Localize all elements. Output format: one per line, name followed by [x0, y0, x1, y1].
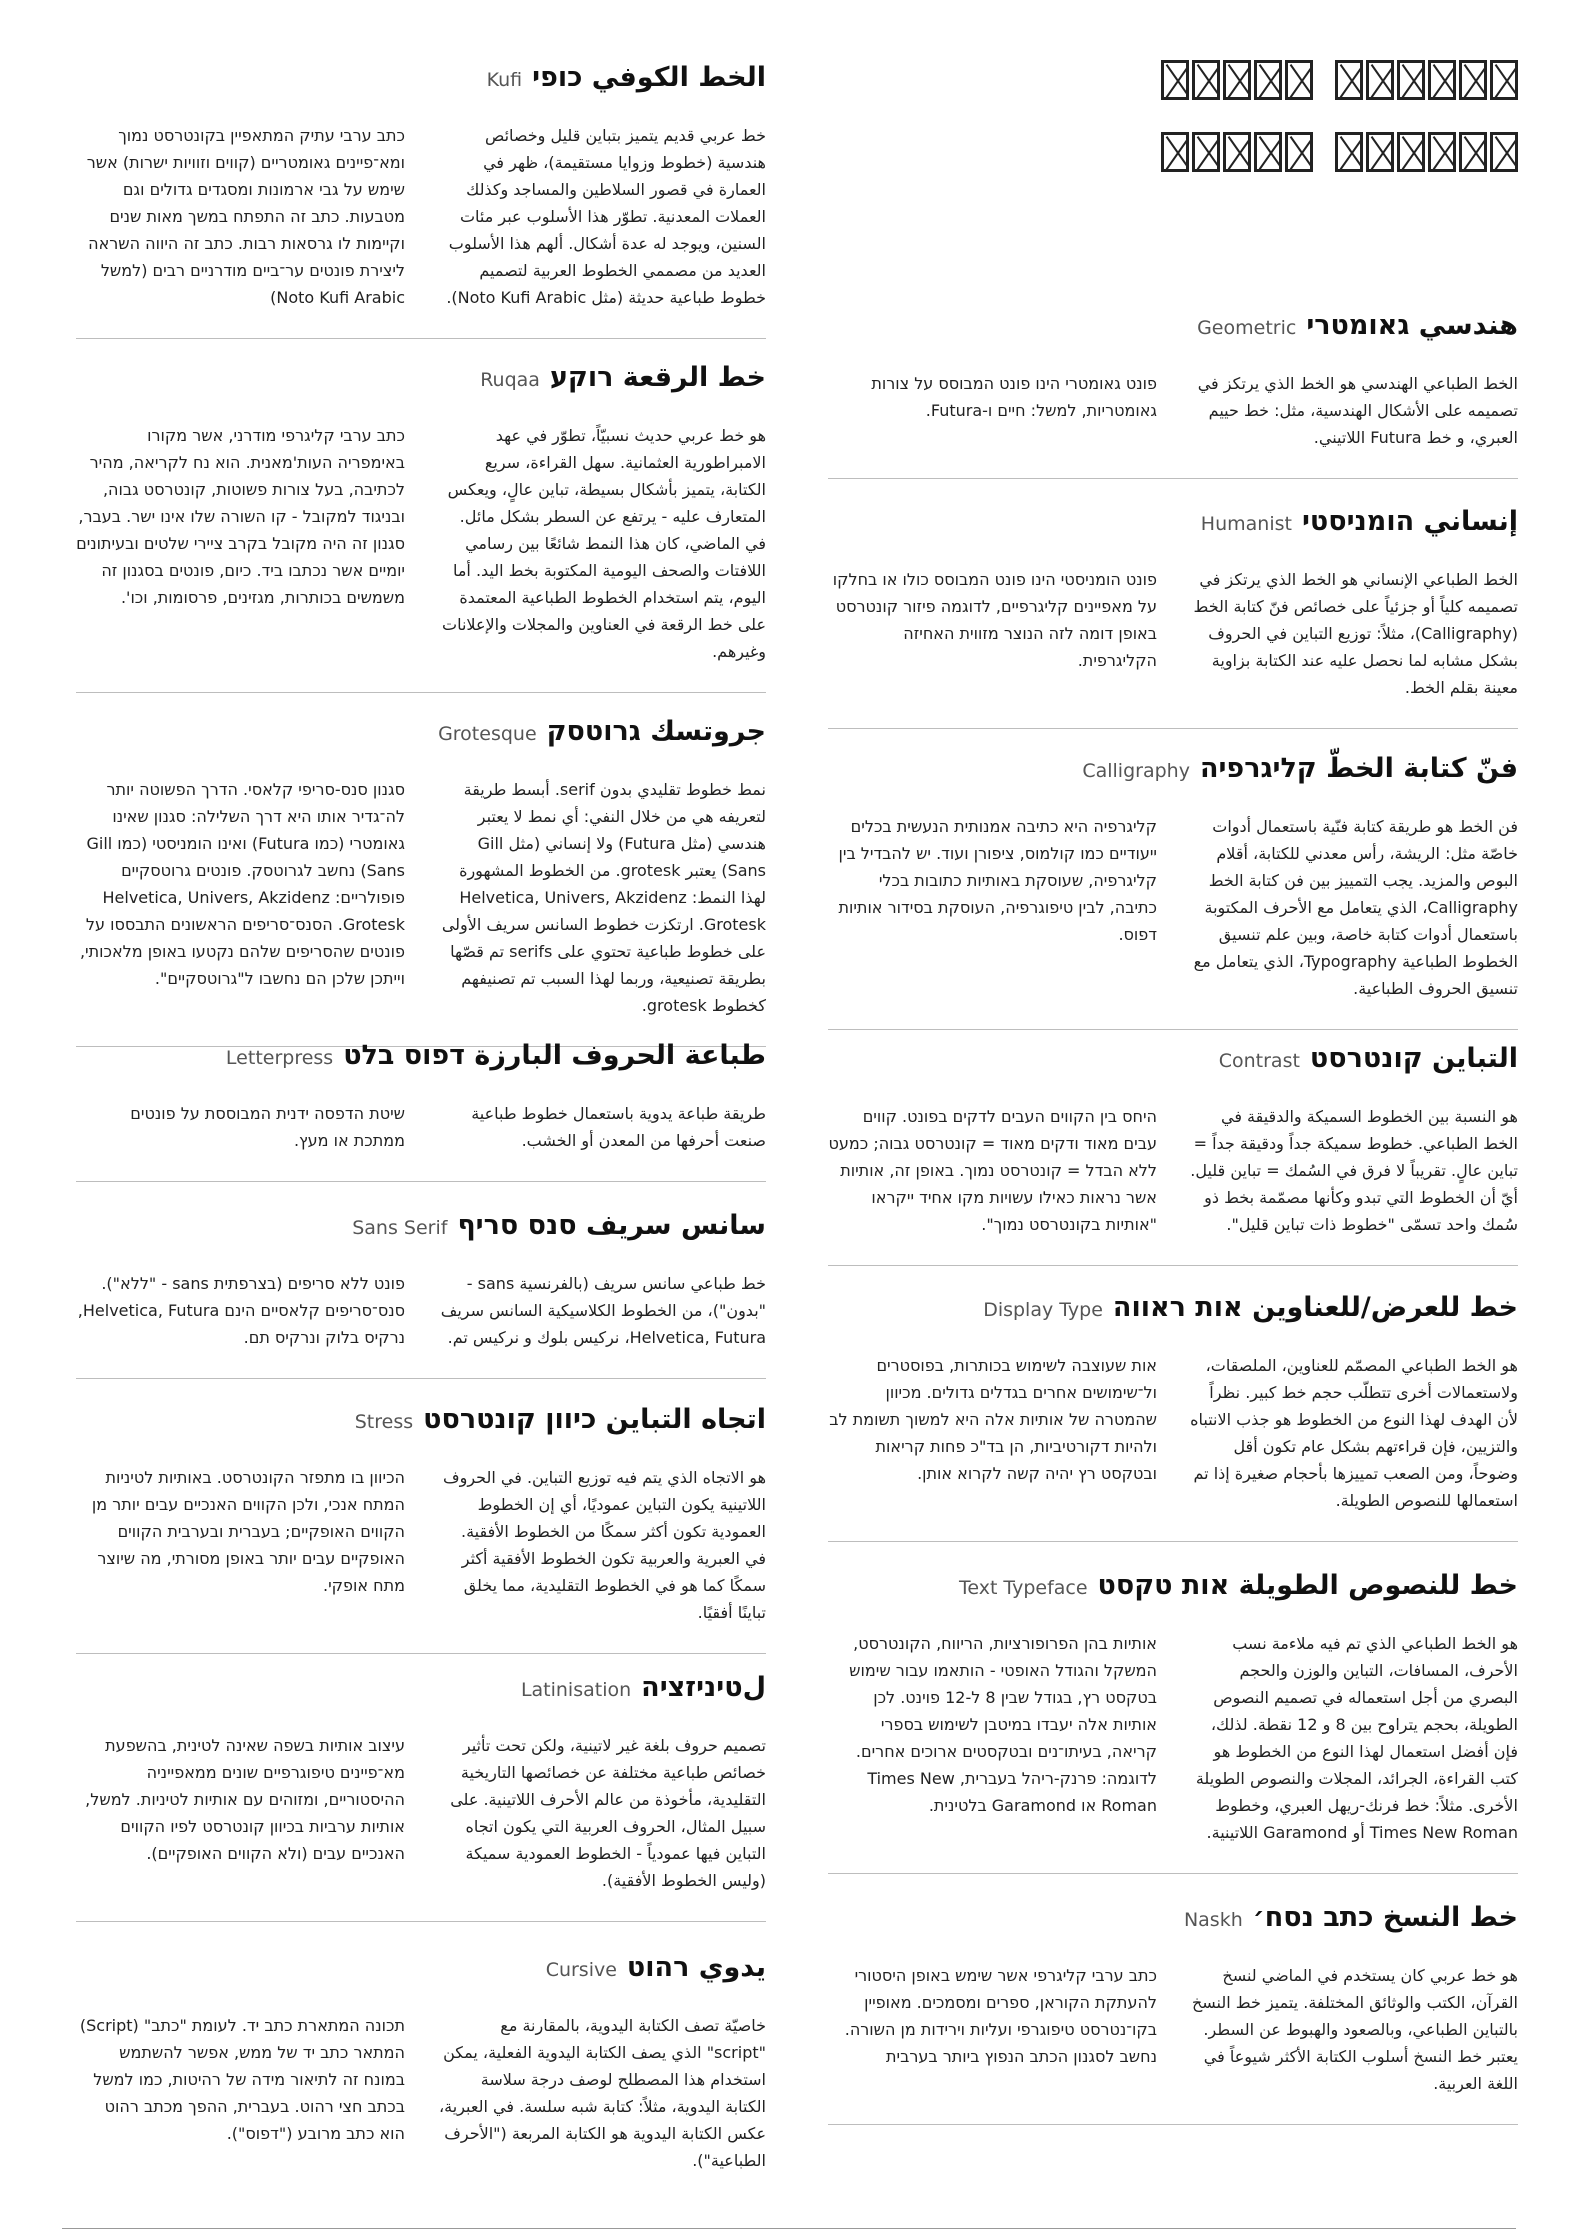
glossary-entry-grotesque: [76, 716, 766, 1019]
entry-hebrew-text: פונט ללא סריפים (בצרפתית sans - "ללא"). סנס־סריפים קלאסיים הינם Helvetica, Futura, נרקיס בלוק ונרקיס תם.: [77, 1274, 405, 1347]
entry-title: يدوي רהוט: [626, 1952, 766, 1983]
glossary-entry-kufi: [76, 62, 766, 311]
entry-title: هندسي גאומטרי: [1306, 310, 1518, 341]
entry-title: جروتسك גרוטסק: [546, 716, 766, 747]
glossary-entry-sans-serif: [76, 1210, 766, 1351]
glossary-entry-humanist: [828, 506, 1518, 701]
tofu-word: [1335, 60, 1518, 118]
entry-arabic-text: خاصيّة تصف الكتابة اليدوية، بالمقارنة مع "script" الذي يصف الكتابة اليدوية الفعلية، يمكن استخدام هذا المصطلح لوصف درجة سلاسة الكتابة اليدوية، مثلاً: كتابة شبه سلسة. في العبرية، عكس الكتابة اليدوية هو الكتابة المربعة ("الأحرف الطباعية").: [439, 2016, 766, 2170]
tofu-word: [1161, 60, 1313, 118]
entry-hebrew-text: תכונה המתארת כתב יד. לעומת "כתב" (Script) המתאר כתב יד של ממש, אפשר להשתמש במונח זה לתיאור מידה של רהיטות, כמו למשל בכתב חצי רהוט. בעברית, ההפך מכתב רהוט הוא כתב מרובע ("דפוס").: [79, 2016, 405, 2143]
glossary-entry-geometric: [828, 310, 1518, 451]
entry-arabic-text: الخط الطباعي الإنساني هو الخط الذي يرتكز في تصميمه كلياً أو جزئياً على خصائص فنّ كتابة الخط (Calligraphy)، مثلاً: توزيع التباين في الحروف بشكل مشابه لما نحصل عليه عند الكتابة بزاوية معينة بقلم الخط.: [1193, 570, 1518, 697]
entry-arabic-text: هو الخط الطباعي الذي تم فيه ملاءمة نسب الأحرف، المسافات، التباين والوزن والحجم البصري من أجل استعماله في تصميم النصوص الطويلة، بحجم يتراوح بين 8 و 12 نقطة. لذلك، فإن أفضل استعمال لهذا النوع من الخطوط هو كتب القراءة، الجرائد، المجلات والنصوص الطويلة الأخرى. مثلاً: خط فرنك-ريهل العبري، وخطوط Times New Roman أو Garamond اللاتينية.: [1195, 1634, 1518, 1842]
entry-latin-term: Kufi: [486, 69, 523, 91]
entry-title: إنساني הומניסטי: [1301, 506, 1518, 537]
entry-arabic-text: الخط الطباعي الهندسي هو الخط الذي يرتكز في تصميمه على الأشكال الهندسية، مثل: خط حييم العبري، و خط Futura اللاتيني.: [1197, 374, 1518, 447]
entry-hebrew-text: עיצוב אותיות בשפה שאינה לטינית, בהשפעת מא־פיינים טיפוגרפיים שונים ממאפייניה ההיסטוריים, ומזוהים עם אותיות לטיניות. למשל, אותיות ערביות בכיוון קונטרסט לפיו הקווים האנכיים עבים (ולא הקווים האופקיים).: [85, 1736, 405, 1863]
page-bottom-divider: [62, 2228, 1516, 2229]
glossary-entry-cursive: [76, 1952, 766, 2174]
entry-arabic-text: هو الاتجاه الذي يتم فيه توزيع التباين. في الحروف اللاتينية يكون التباين عموديًا، أي إن الخطوط العمودية تكون أكثر سمكًا من الخطوط الأفقية. في العبرية والعربية تكون الخطوط الأفقية أكثر سمكًا كما هو في الخطوط التقليدية، مما يخلق تباينًا أفقيًا.: [443, 1468, 766, 1622]
glossary-entry-ruqaa: [76, 362, 766, 665]
tofu-word: [1335, 132, 1518, 190]
entry-arabic-text: هو الخط الطباعي المصمّم للعناوين، الملصقات، ولاستعمالات أخرى تتطلّب حجم خط كبير. نظراً لأن الهدف لهذا النوع من الخطوط هو جذب الانتباه والتزيين، فإن قراءتهم بشكل عام تكون أقل وضوحاً، ومن الصعب تمييزها بأحجام صغيرة إذا تم استعمالها للنصوص الطويلة.: [1190, 1356, 1518, 1510]
entry-latin-term: Text Typeface: [958, 1577, 1088, 1599]
entry-arabic-text: خط طباعي سانس سريف (بالفرنسية sans - "بدون")، من الخطوط الكلاسيكية السانس سريف Helvetica, Futura، نركيس بلوك و نركيس تم.: [440, 1274, 766, 1347]
page-title-line-1: [1158, 60, 1518, 118]
entry-hebrew-text: פונט גאומטרי הינו פונט המבוסס על צורות גאומטריות, למשל: חיים ו-Futura.: [871, 374, 1157, 420]
entry-latin-term: Latinisation: [520, 1679, 632, 1701]
entry-title: طباعة الحروف البارزة דפוס בלט: [343, 1040, 766, 1071]
page-title: [828, 0, 1518, 300]
glossary-entry-stress: [76, 1404, 766, 1626]
tofu-word: [1161, 132, 1313, 190]
entry-arabic-text: خط عربي قديم يتميز بتباين قليل وخصائص هندسية (خطوط وزوايا مستقيمة)، ظهر في العمارة في قصور السلاطين والمساجد وكذلك العملات المعدنية. تطوّر هذا الأسلوب عبر مئات السنين، ويوجد له عدة أشكال. ألهم هذا الأسلوب العديد من مصممي الخطوط العربية لتصميم خطوط طباعية حديثة (مثل Noto Kufi Arabic).: [446, 126, 766, 307]
entry-title: خط للعرض/للعناوين אות ראווה: [1112, 1292, 1518, 1323]
glossary-entry-letterpress: [76, 1040, 766, 1154]
entry-latin-term: Contrast: [1218, 1050, 1300, 1072]
entry-latin-term: Sans Serif: [352, 1217, 448, 1239]
entry-hebrew-text: כתב ערבי קליגרפי אשר שימש באופן היסטורי להעתקת הקוראן, ספרים ומסמכים. מאופיין בקו־נטרסט טיפוגרפי ועליות וירידות מן השורה. נחשב לסגנון הכתב הנפוץ ביותר בערבית: [844, 1966, 1157, 2066]
glossary-entry-calligraphy: [828, 753, 1518, 1002]
glossary-entry-naskh: [828, 1902, 1518, 2097]
entry-title: لטיניזציה: [641, 1672, 766, 1703]
entry-title: خط للنصوص الطويلة אות טקסט: [1097, 1570, 1518, 1601]
entry-hebrew-text: כתב ערבי עתיק המתאפיין בקונטרסט נמוך ומא־פיינים גאומטריים (קווים וזוויות ישרות) אשר שימש על גבי ארמונות ומסגדים גדולים וגם מטבעות. כתב זה התפתח במשך מאות שנים וקיימות לו גרסאות רבות. כתב זה היווה השראה ליצירת פונטים ער־ביים מודרניים רבים (למשל Noto Kufi Arabic): [86, 126, 405, 307]
entry-hebrew-text: אותיות בהן הפרופורציות, הריווח, הקונטרסט, המשקל והגודל האופטי - הותאמו עבור שימוש בטקסט רץ, בגודל שבין 8 ל-12 פוינט. לכן אותיות אלה יעבדו במיטבן לשימוש בספרי קריאה, בעיתו־נים ובטקסטים ארוכים אחרים. לדוגמה: פרנק-ריהל בעברית, Times New Roman או Garamond בלטינית.: [849, 1634, 1157, 1815]
entry-latin-term: Grotesque: [438, 723, 537, 745]
entry-latin-term: Geometric: [1197, 317, 1297, 339]
entry-latin-term: Naskh: [1183, 1909, 1243, 1931]
entry-hebrew-text: שיטת הדפסה ידנית המבוססת על פונטים ממתכת או מעץ.: [130, 1104, 405, 1150]
entry-arabic-text: هو خط عربي كان يستخدم في الماضي لنسخ القرآن، الكتب والوثائق المختلفة. يتميز خط النسخ بالتباين الطباعي، وبالصعود والهبوط عن السطر. يعتبر خط النسخ أسلوب الكتابة الأكثر شيوعاً في اللغة العربية.: [1191, 1966, 1518, 2093]
entry-title: سانس سريف סנס סריף: [457, 1210, 766, 1241]
entry-hebrew-text: הכיוון בו מתפזר הקונטרסט. באותיות לטיניות המתח אנכי, ולכן הקווים האנכיים עבים יותר מן הקווים האופקיים; בעברית ובערבית הקווים האופקיים עבים יותר באופן מסורתי, מה שיוצר מתח אופקי.: [91, 1468, 405, 1595]
glossary-entry-text-typeface: [828, 1570, 1518, 1846]
entry-arabic-text: هو النسبة بين الخطوط السميكة والدقيقة في الخط الطباعي. خطوط سميكة جداً ودقيقة جداً = تباين عالٍ. تقريباً لا فرق في السُمك = تباين قليل. أيّ أن الخطوط التي تبدو وكأنها مصمّمة بخط ذو سُمك واحد تسمّى "خطوط ذات تباين قليل".: [1190, 1107, 1518, 1234]
entry-arabic-text: نمط خطوط تقليدي بدون serif. أبسط طريقة لتعريفه هي من خلال النفي: أي نمط لا يعتبر هندسي (مثل Futura) ولا إنساني (مثل Gill Sans) يعتبر grotesk. من الخطوط المشهورة لهذا النمط: Helvetica, Univers, Akzidenz Grotesk. ارتكزت خطوط السانس سريف الأولى على خطوط طباعية تحتوي على serifs تم قصّها بطريقة تصنيعية، وربما لهذا السبب تم تصنيفهم كخطوط grotesk.: [441, 780, 766, 1015]
entry-hebrew-text: כתב ערבי קליגרפי מודרני, אשר מקורו באימפריה העות'מאנית. הוא נח לקריאה, מהיר לכתיבה, בעל צורות פשוטות, קונטרסט גבוה, ובניגוד למקובל - קו השורה שלו אינו ישר. בעבר, סגנון זה היה מקובל בקרב ציירי שלטים ובעיתונים יומיים אשר נכתבו ביד. כיום, פונטים בסגנון זה משמשים בכותרות, מגזינים, פרסומות, וכו'.: [76, 426, 405, 607]
entry-hebrew-text: פונט הומניסטי הינו פונט המבוסס כולו או בחלקו על מאפיינים קליגרפיים, לדוגמה פיזור קונטרסט באופן דומה לזה הנוצר מזווית האחיזה הקליגרפית.: [832, 570, 1157, 670]
entry-arabic-text: تصميم حروف بلغة غير لاتينية، ولكن تحت تأثير خصائص طباعية مختلفة عن خصائصها التاريخية التقليدية، مأخوذة من عالم الأحرف اللاتينية. على سبيل المثال، الحروف العربية التي يكون اتجاه التباين فيها عمودياً - الخطوط العمودية سميكة (وليس الخطوط الأفقية).: [450, 1736, 766, 1890]
entry-arabic-text: هو خط عربي حديث نسبيّاً، تطوّر في عهد الامبراطورية العثمانية. سهل القراءة، سريع الكتابة، يتميز بأشكال بسيطة، تباين عالٍ، ويعكس المتعارف عليه - يرتفع عن السطر بشكل مائل. في الماضي، كان هذا النمط شائعًا بين رسامي اللافتات والصحف اليومية المكتوبة بخط اليد. أما اليوم، يتم استخدام الخطوط الطباعية المعتمدة على خط الرقعة في العناوين والمجلات والإعلانات وغيرهم.: [442, 426, 766, 661]
entry-title: فنّ كتابة الخطّ קליגרפיה: [1199, 753, 1518, 784]
entry-arabic-text: فن الخط هو طريقة كتابة فنّية باستعمال أدوات خاصّة مثل: الريشة، رأس معدني للكتابة، أقلام البوص والمزيد. يجب التمييز بين فن كتابة الخط Calligraphy، الذي يتعامل مع الأحرف المكتوبة باستعمال أدوات كتابة خاصة، وبين علم تنسيق الخطوط الطباعية Typography، الذي يتعامل مع تنسيق الحروف الطباعية.: [1193, 817, 1518, 998]
entry-latin-term: Humanist: [1200, 513, 1292, 535]
entry-latin-term: Cursive: [545, 1959, 617, 1981]
entry-latin-term: Stress: [354, 1411, 414, 1433]
entry-latin-term: Calligraphy: [1082, 760, 1190, 782]
entry-latin-term: Display Type: [983, 1299, 1103, 1321]
entry-title: خط الرقعة רוקע: [549, 362, 766, 393]
entry-title: الخط الكوفي כופי: [532, 62, 766, 93]
entry-hebrew-text: קליגרפיה היא כתיבה אמנותית הנעשית בכלים ייעודיים כמו קולמוס, ציפורן ועוד. יש להבדיל בין קליגרפיה, שעוסקת באותיות כתובות בכלי כתיבה, לבין טיפוגרפיה, העוסקת בסידור אותיות דפוס.: [838, 817, 1157, 944]
glossary-entry-latinisation: [76, 1672, 766, 1894]
glossary-entry-contrast: [828, 1043, 1518, 1238]
entry-latin-term: Ruqaa: [480, 369, 540, 391]
glossary-entry-display-type: [828, 1292, 1518, 1514]
entry-title: اتجاه التباين כיוון קונטרסט: [423, 1404, 766, 1435]
entry-hebrew-text: היחס בין הקווים העבים לדקים בפונט. קווים עבים מאוד ודקים מאוד = קונטרסט גבוה; כמעט ללא הבדל = קונטרסט נמוך. באופן זה, אותיות אשר נראות כאילו עשויות מקו אחיד ייקראו "אותיות בקונטרסט נמוך".: [828, 1107, 1157, 1234]
entry-latin-term: Letterpress: [225, 1047, 334, 1069]
entry-hebrew-text: אות שעוצבה לשימוש בכותרות, בפוסטרים ול־שימושים אחרים בגדלים גדולים. מכיוון שהמטרה של אותיות אלה היא למשוך תשומת לב ולהיות דקורטיביות, הן בד"כ פחות קריאות ובטקסט רץ יהיה קשה לקרוא אותן.: [829, 1356, 1157, 1483]
entry-hebrew-text: סגנון סנס-סריפי קלאסי. הדרך הפשוטה יותר לה־גדיר אותו היא דרך השלילה: סגנון שאינו גאומטרי (כמו Futura) ואינו הומניסטי (כמו Gill Sans) נחשב לגרוטסק. פונטים גרוטסקיים פופולריים: Helvetica, Univers, Akzidenz Grotesk. הסנס־סריפים הראשונים התבססו על פונטים שהסריפים שלהם נקטעו באופן מלאכותי, וייתכן שלכן הם נחשבו ל"גרוטסקיים".: [79, 780, 405, 988]
page-title-line-2: [1158, 132, 1518, 190]
entry-title: التباين קונטרסט: [1309, 1043, 1518, 1074]
entry-arabic-text: طريقة طباعة يدوية باستعمال خطوط طباعية صنعت أحرفها من المعدن أو الخشب.: [471, 1104, 766, 1150]
entry-title: خط النسخ כתב נסח׳: [1252, 1902, 1518, 1933]
right-column: [828, 0, 1518, 2093]
